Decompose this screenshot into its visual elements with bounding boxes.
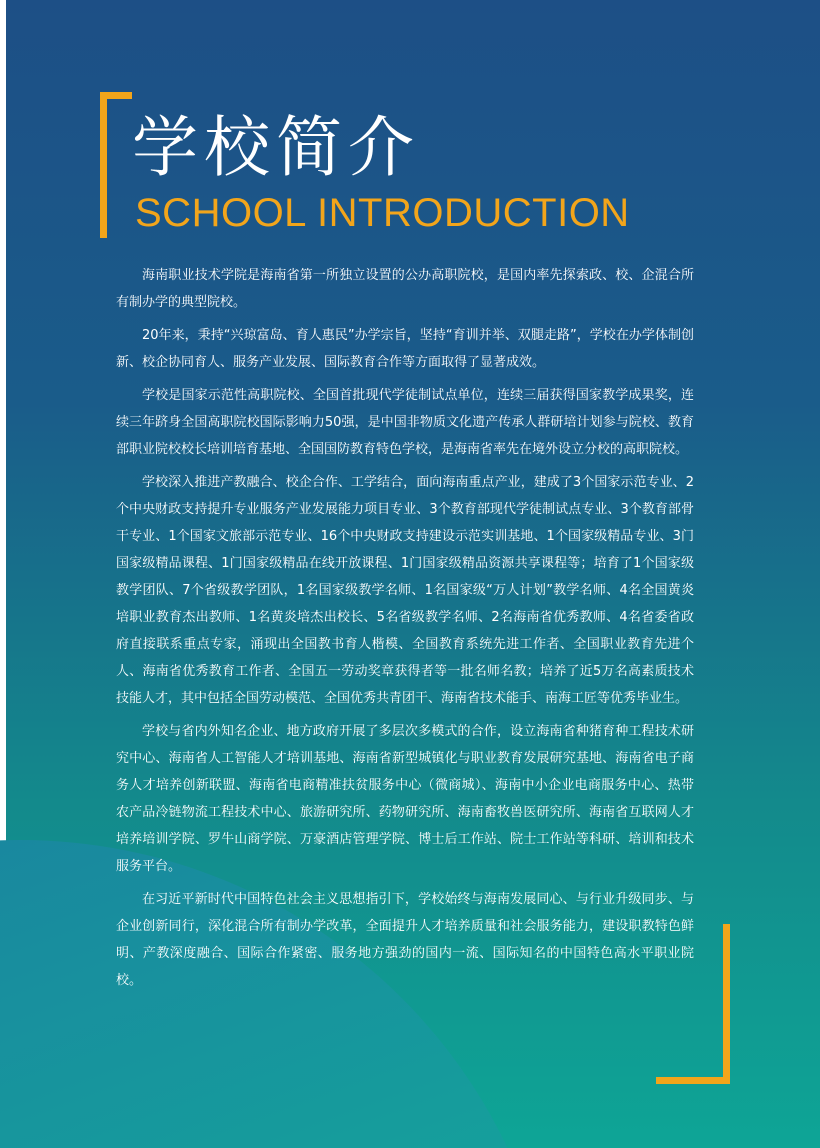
introduction-text (116, 262, 694, 1000)
paragraph: 20年来，秉持“兴琼富岛、育人惠民”办学宗旨，坚持“育训并举、双腿走路”，学校在办学体制创新、校企协同育人、服务产业发展、国际教育合作等方面取得了显著成效。 (116, 328, 694, 370)
paragraph: 学校是国家示范性高职院校、全国首批现代学徒制试点单位，连续三届获得国家教学成果奖，连续三年跻身全国高职院校国际影响力50强，是中国非物质文化遗产传承人群研培计划参与院校、教育部职业院校校长培训培育基地、全国国防教育特色学校，是海南省率先在境外设立分校的高职院校。 (116, 388, 694, 457)
paragraph: 在习近平新时代中国特色社会主义思想指引下，学校始终与海南发展同心、与行业升级同步、与企业创新同行，深化混合所有制办学改革，全面提升人才培养质量和社会服务能力，建设职教特色鲜明、产教深度融合、国际合作紧密、服务地方强劲的国内一流、国际知名的中国特色高水平职业院校。 (116, 892, 694, 988)
top-left-bracket-decoration (100, 92, 132, 238)
paragraph: 海南职业技术学院是海南省第一所独立设置的公办高职院校，是国内率先探索政、校、企混合所有制办学的典型院校。 (116, 268, 694, 310)
page-subtitle: SCHOOL INTRODUCTION (135, 191, 630, 235)
paragraph: 学校与省内外知名企业、地方政府开展了多层次多模式的合作，设立海南省种猪育种工程技术研究中心、海南省人工智能人才培训基地、海南省新型城镇化与职业教育发展研究基地、海南省电子商务人才培养创新联盟、海南省电商精准扶贫服务中心（微商城）、海南中小企业电商服务中心、热带农产品冷链物流工程技术中心、旅游研究所、药物研究所、海南畜牧兽医研究所、海南省互联网人才培养培训学院、罗牛山商学院、万豪酒店管理学院、博士后工作站、院士工作站等科研、培训和技术服务平台。 (116, 724, 694, 874)
page-title: 学校简介 (132, 109, 420, 186)
paragraph: 学校深入推进产教融合、校企合作、工学结合，面向海南重点产业，建成了3个国家示范专业、2个中央财政支持提升专业服务产业发展能力项目专业、3个教育部现代学徒制试点专业、3个教育部骨干专业、1个国家文旅部示范专业、16个中央财政支持建设示范实训基地、1个国家级精品专业、3门国家级精品课程、1门国家级精品在线开放课程、1门国家级精品资源共享课程等；培育了1个国家级教学团队、7个省级教学团队，1名国家级教学名师、1名国家级“万人计划”教学名师、4名全国黄炎培职业教育杰出教师、1名黄炎培杰出校长、5名省级教学名师、2名海南省优秀教师、4名省委省政府直接联系重点专家，涌现出全国教书育人楷模、全国教育系统先进工作者、全国职业教育先进个人、海南省优秀教育工作者、全国五一劳动奖章获得者等一批名师名教；培养了近5万名高素质技术技能人才，其中包括全国劳动模范、全国优秀共青团干、海南省技术能手、南海工匠等优秀毕业生。 (116, 475, 694, 706)
bottom-right-bracket-decoration (656, 924, 730, 1084)
